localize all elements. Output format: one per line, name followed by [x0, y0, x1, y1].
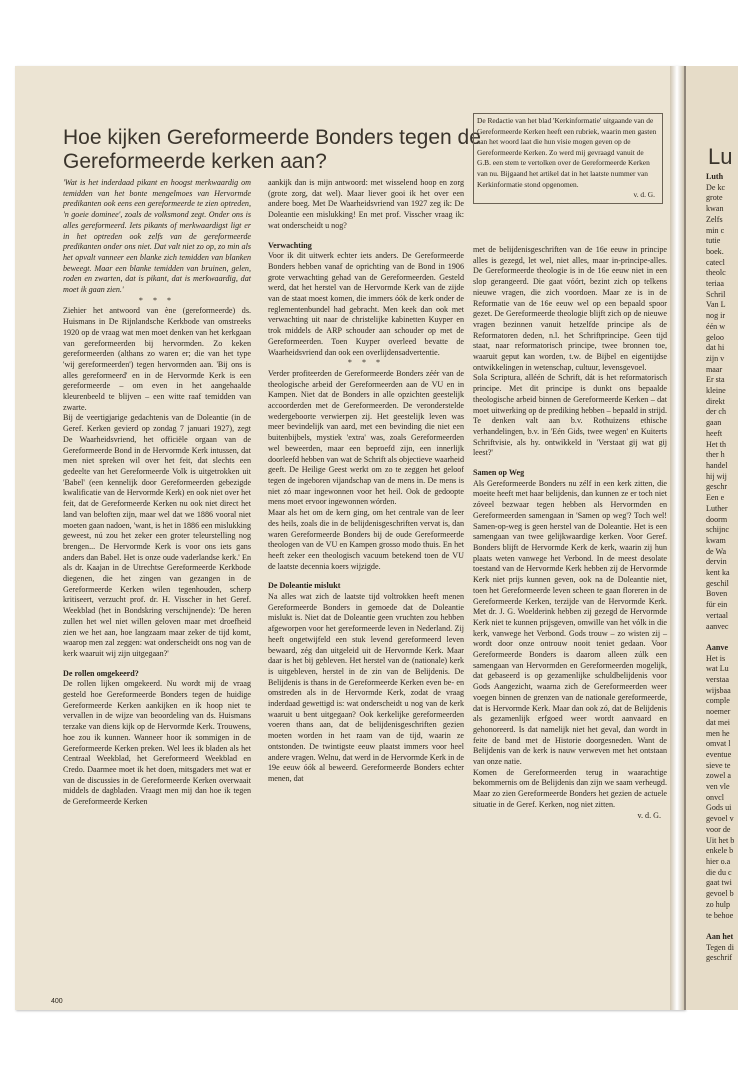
- facing-page-line: zowel a: [706, 771, 731, 781]
- facing-page-line: sieve te: [706, 760, 731, 770]
- facing-page-line: Een e: [706, 493, 725, 503]
- article-column-2: [268, 178, 464, 785]
- section-divider: * * *: [347, 358, 385, 368]
- paragraph: Maar als het om de kern ging, om het centrale van de leer des heils, zoals die in de belijdenisgeschriften vervat is, dan waren Gereformeerde Bonders bij de oude Gereformeerde theologen van de VU en Kampen grosso modo thuis. En het heeft zeker een theologisch vacuum betekend toen de VU de laatste decennia koers wijzigde.: [268, 508, 464, 571]
- facing-page-line: der ch: [706, 407, 726, 417]
- book-gutter: [670, 66, 684, 1010]
- facing-page-line: eventue: [706, 749, 732, 759]
- facing-page-line: heeft: [706, 428, 723, 438]
- facing-page-line: Gods ui: [706, 803, 732, 813]
- facing-page-line: die du c: [706, 867, 732, 877]
- paragraph: De rollen lijken omgekeerd. Nu wordt mij de vraag gesteld hoe Gereformeerde Bonders tegen de huidige Gereformeerde Kerken aankijken en ik hoop niet te vervallen in de wijze van beoordeling van ds. Huismans terzake van diens kijk op de Hervormde Kerk. Trouwens, hoe zou ik kunnen. Wanneer hoor ik sommigen in de Gereformeerde Kerken preken. Wel lees ik bladen als het Centraal Weekblad, het Gereformeerd Weekblad en Credo. Daarmee moet ik het doen, mitsgaders met wat er van de discussies in de Gereformeerde Kerken overwaait middels de dagbladen. Vraagt men mij dan hoe ik tegen de Gereformeerde Kerken: [63, 679, 251, 807]
- facing-page-line: De kc: [706, 182, 726, 192]
- facing-page-line: comple: [706, 696, 730, 706]
- facing-page-line: de Wa: [706, 546, 727, 556]
- facing-page-line: gaan: [706, 418, 722, 428]
- facing-page-line: min c: [706, 225, 725, 235]
- intro-quote: 'Wat is het inderdaad pikant en hoogst merkwaardig om temidden van het bonte mengelmoes van Hervormde predikanten ook eens een gereformeerde te zien optreden, 'n goeie dominee', zoals de volksmond zegt. Onder ons is alles gereformeerd. Iets pikants of merkwaardigst ligt er in het optreden ook zelfs van de gereformeerde predikanten onder ons niet. Dat valt niet zo op, zo min als het opvalt vanneer een blanke zich temidden van blanken beweegt. Maar een blanke temidden van bruinen, gelen, roden en zwarten, dat is pikant, dat is merkwaardig, dat moet ik gaan zien.': [63, 178, 251, 295]
- paragraph: Bij de veertigjarige gedachtenis van de Doleantie (in de Geref. Kerken gevierd op zondag 7 januari 1927), zegt De Waarheidsvriend, het officiële orgaan van de Gereformeerde Bond in de Hervormde Kerk intussen, dat men niet spreken wil over het feit, dat slechts een gedeelte van het Gereformeerde Volk is uitgetrokken uit 'Babel' (een kennelijk door Gereformeerden gebezigde kwalificatie van de Hervormde Kerk) en ook niet over het feit, dat de Gereformeerde Kerken nu ook niet direct het land van beloften zijn, maar wel dat we 1886 vooral niet moeten gaan nadoen, 'want, is het in 1886 een mislukking geweest, nú zou het zeker een groter teleurstelling nog brengen... De Hervormde Kerk is voor ons iets gans anders dan Babel. Het is onze oude vaderlandse kerk.' En als dr. Kaajan in de Utrechtse Gereformeerde Kerkbode diegenen, die het zingen van gezangen in de Gereformeerde Kerken wilen tegenhouden, scherp kritiseert, verzucht prof. dr. H. Visscher in het Geref. Weekblad (het in Bondskring verschijnende): 'De heren zullen het wel niet willen geloven maar met droefheid zien we het aan, hoe langzaam maar zeker de tijd komt, waarop men zal zeggen: wat onderscheidt ons nog van de kerk waaruit wij zijn uitgegaan?': [63, 413, 251, 658]
- facing-page-line: geschr: [706, 482, 728, 492]
- facing-page-line: dat mei: [706, 717, 731, 727]
- section-divider: * * *: [138, 295, 176, 305]
- paragraph: Voor ik dit uitwerk echter iets anders. De Gereformeerde Bonders hebben vanaf de oprichting van de Bond in 1906 grote verwachting gehad van de Gereformeerden. Gesteld werd, dat het herstel van de Hervormde Kerk van de zijde van de staat moest komen, die immers óók de kerk onder de reglementenbundel had gebracht. Men keek dan ook met verwachting uit naar de christelijke kabinetten Kuyper en trok middels de ARP schouder aan schouder op met de Gereformeerden. Toen Kuyper overleed bevatte de Waarheidsvriend dan ook een overlijdensadvertentie.: [268, 251, 464, 357]
- facing-page-line: één w: [706, 321, 726, 331]
- facing-page-line: Luther: [706, 503, 728, 513]
- facing-page-line: onvcl: [706, 792, 724, 802]
- magazine-page: [15, 66, 685, 1010]
- facing-page-line: Het is: [706, 653, 726, 663]
- author-signature: v. d. G.: [637, 810, 661, 820]
- facing-page-line: handel: [706, 460, 728, 470]
- facing-page-line: Aan het: [706, 931, 734, 941]
- facing-page-line: Van L: [706, 300, 726, 310]
- facing-page-line: te behoe: [706, 910, 734, 920]
- facing-page-line: Aanve: [706, 642, 729, 652]
- facing-page-line: kwan: [706, 204, 724, 214]
- facing-page-line: geschrif: [706, 953, 733, 963]
- facing-page-line: schijnc: [706, 525, 729, 535]
- facing-page-line: voor de: [706, 824, 731, 834]
- facing-page-line: [706, 921, 738, 932]
- facing-page-line: geschil: [706, 578, 729, 588]
- facing-page-line: theolc: [706, 268, 726, 278]
- facing-page-line: tutie: [706, 236, 721, 246]
- facing-page-line: für ein: [706, 600, 728, 610]
- facing-page-line: zo hulp: [706, 899, 731, 909]
- facing-page-line: kent ka: [706, 568, 730, 578]
- article-column-3: [473, 245, 667, 821]
- facing-page-line: catecl: [706, 257, 725, 267]
- facing-page-line: grote: [706, 193, 723, 203]
- facing-page-line: gevoel v: [706, 814, 734, 824]
- facing-page-text: [706, 172, 738, 964]
- facing-page-line: gaat twi: [706, 878, 732, 888]
- section-heading: De Doleantie mislukt: [268, 581, 341, 591]
- facing-page-line: Tegen di: [706, 942, 734, 952]
- facing-page-line: Zelfs: [706, 214, 723, 224]
- facing-page-line: zijn v: [706, 353, 725, 363]
- facing-page-line: nog ir: [706, 311, 726, 321]
- paragraph: Sola Scriptura, alléén de Schrift, dát is het reformatorisch principe. Met dit principe is dunkt ons bepaalde theologische arbeid binnen de Gereformeerde Kerken – dat moet uitwerking op de prediking hebben – bepaald in strijd. Te denken valt aan b.v. Rothuizens ethische verhandelingen, b.v. in 'Eén Gids, twee wegen' en Kuiterts Schriftvisie, als hy. ontwikkeld in 'Verstaat gij wat gij leest?': [473, 373, 667, 458]
- facing-page-line: wat Lu: [706, 664, 729, 674]
- facing-page-line: aanvec: [706, 621, 729, 631]
- page-number: 400: [51, 998, 63, 1005]
- article-title: Hoe kijken Gereformeerde Bonders tegen de Gereformeerde kerken aan?: [63, 126, 481, 173]
- paragraph: met de belijdenisgeschriften van de 16e eeuw in principe alles is gezegd, let wel, niet alles, maar in-principe-alles. De Gereformeerde theologie is in de 16e eeuw niet in een slop gerangeerd. Die gaat vóórt, bezint zich op telkens nieuwe vragen, die zich voordoen. Maar ze is in de Reformatie van de 16e eeuw wel op een bepaald spoor gezet. De Gereformeerde theologie blijft zich op de nieuwe vragen bezinnen vanuit hetzelfde principe als de Reformatoren deden, n.l. het Schriftprincipe. Geen tijd staat, naar reformatorisch principe, twee bronnen toe, waaruit geput kan worden, t.w. de Bijbel en eigentijdse ontwikkelingen in wetenschap, cultuur, levensgevoel.: [473, 245, 667, 372]
- facing-page-line: Uit het b: [706, 835, 735, 845]
- facing-page-line: Schril: [706, 289, 726, 299]
- paragraph: Ziehier het antwoord van ène (gereformeerde) ds. Huismans in De Rijnlandsche Kerkbode van omstreeks 1920 op de vraag wat men moet denken van het kerkgaan van gereformeerden bij hervormden. Zo keken gereformeerden (althans zo waren er; die van het type 'wij gereformeerden') tegen hervormden aan. 'Bij ons is alles gereformeerd' en in de Hervormde Kerk is een gereformeerde – om even in het aangehaalde kleurenbeeld te blijven – een witte raaf temidden van zwarte.: [63, 306, 251, 412]
- facing-page-line: hij wij: [706, 471, 727, 481]
- facing-page: [684, 66, 738, 1010]
- paragraph: Als Gereformeerde Bonders nu zélf in een kerk zitten, die moeite heeft met haar belijdenis, dan kunnen ze er toch niet zóveel bezwaar tegen hebben als Hervormden en Gereformeerden samengaan in 'Samen op weg'? Toch wel! Samen-op-weg is geen herstel van de Doleantie. Het is een samengaan van twee gelijkwaardige kerken. Voor Geref. Bonders blijft de Hervormde Kerk de kerk, waarin zij hun plaats weten vanwege het Verbond. In de meest desolate toestand van de Hervormde Kerk hebben zij de Hervormde Kerk niet prijs kunnen geven, ook na de Doleantie niet, toen het Gereformeerde leven scheen te gaan floreren in de Gereformeerde Kerken, terzijde van de Hervormde Kerk. Met dr. J. G. Woelderink hebben zij gezegd de Hervormde Kerk niet te kunnen prijsgeven, omwille van het vólk in die kerk, vanwege het Verbond. Gods trouw – zo wisten zij – wordt door onze ontrouw nooit teniet gedaan. Voor Gereformeerde Bonders is daarom alleen zúlk een samengaan van Hervormden en Gereformeerden mogelijk, dat gebaseerd is op gezamenlijke schuldbelijdenis voor Gods Aangezicht, waarna zich de Gereformeerden weer voegen binnen de grenzen van de nationale gereformeerde, dat is Hervormde Kerk. Maar dan ook zó, dat de Belijdenis als gezamenlijk erfgoed weer wordt aanvaard en gehonoreerd. Is dat namelijk niet het geval, dan wordt in feite de band met de Historie doorgesneden. Want de Belijdenis van de kerk is nauw verweven met het ontstaan van onze natie.: [473, 478, 667, 767]
- facing-page-line: doorm: [706, 514, 728, 524]
- facing-page-line: ther h: [706, 450, 725, 460]
- editor-note-box: [473, 113, 663, 204]
- section-heading: Samen op Weg: [473, 468, 525, 478]
- facing-page-line: Boven: [706, 589, 728, 599]
- facing-page-line: hier o.a: [706, 857, 731, 866]
- facing-page-line: dervin: [706, 557, 727, 567]
- facing-page-title: Lu: [708, 144, 733, 169]
- section-heading: De rollen omgekeerd?: [63, 668, 139, 678]
- article-column-1: [63, 178, 251, 808]
- facing-page-line: enkele b: [706, 846, 734, 856]
- paragraph: aankijk dan is mijn antwoord: met wisselend hoop en zorg (grote zorg, dat wel). Maar liever gooi ik het over een andere boeg. Met De Waarheidsvriend van 1927 zeg ik: De Doleantie een mislukking! En met prof. Visscher vraag ik: wat onderscheidt u nog?: [268, 178, 464, 230]
- facing-page-line: teriaa: [706, 279, 724, 289]
- facing-page-line: boek.: [706, 246, 724, 256]
- facing-page-line: omvat l: [706, 739, 731, 749]
- facing-page-line: Luth: [706, 172, 724, 181]
- facing-page-line: wijsbaa: [706, 685, 731, 695]
- facing-page-line: men he: [706, 728, 730, 738]
- facing-page-line: maar: [706, 364, 723, 374]
- facing-page-line: kleine: [706, 386, 726, 396]
- facing-page-line: verstaa: [706, 675, 729, 685]
- facing-page-line: kwam: [706, 535, 726, 545]
- paragraph: Na alles wat zich de laatste tijd voltrokken heeft menen Gereformeerde Bonders in gemoede dat de Doleantie mislukt is. Niet dat de Doleantie geen vruchten zou hebben afgeworpen voor het gereformeerde leven in Nederland. Zij heeft ongetwijfeld een stuk levend gereformeerd leven bewaard, zég dan uitgeleid uit de Hervormde Kerk. Maar daar is het bij gebleven. Het herstel van de (nationale) kerk is uitgebleven, herstel in de zin van de Belijdenis. De Belijdenis is thans in de Gereformeerde Kerken even be- en omstreden als in de Hervormde Kerk, zodat de vraag inderdaad gewettigd is: wat onderscheidt u nog van de kerk waaruit u bent uitgegaan? Ook kerkelijke gereformeerden voeren thans aan, dat de belijdenisgeschriften gezien moeten worden in het raam van de tijd, waarin ze ontstonden. De twintigste eeuw plaatst immers voor heel andere vragen. Welnu, dat werd in de Hervormde Kerk in de 19e eeuw óók al beweerd. Gereformeerde Bonders echter menen, dat: [268, 592, 464, 783]
- facing-page-line: Er sta: [706, 375, 725, 385]
- facing-page-line: vertaal: [706, 610, 729, 620]
- editor-note-text: De Redactie van het blad 'Kerkinformatie' uitgaande van de Gereformeerde Kerken heeft een rubriek, waarin men gasten aan het woord laat die hun visie mogen geven op de Gereformeerde Kerken. Zo werd mij gevraagd vanuit de G.B. een stem te vertolken over de Gereformeerde Kerken van nu. Bijgaand het artikel dat in het laatste nummer van Kerkinformatie stond opgenomen.: [477, 116, 657, 189]
- paragraph: Komen de Gereformeerden terug in waarachtige bekommernis om de Belijdenis dan zijn we saam verheugd. Maar zo zien Gereformeerde Bonders het gezien de actuele situatie in de Geref. Kerken, nog niet zitten.: [473, 767, 667, 809]
- facing-page-line: noemer: [706, 707, 731, 717]
- section-heading: Verwachting: [268, 240, 312, 250]
- paragraph: Verder profiteerden de Gereformeerde Bonders zéér van de theologische arbeid der Gereformeerden aan de VU en in Kampen. Niet dat de Bonders in alle opzichten geestelijk accoorderden met de Gereformeerden. De veronderstelde wedergeboorte verwierpen zij. Het geestelijk leven was meer bevindelijk van aard, met een bevinding die niet een buitenbijbels, mystiek 'extra' was, zoals Gereformeerden wel beweerden, maar een beproefd zijn, een innerlijk doorleefd hebben van wat de Schrift als objectieve waarheid geeft. De Heilige Geest werkt om zo te zeggen het geloof tegen de ingeboren vijandschap van de mens in. De mens is niet zó maar ingewonnen voor het heil. Ook de gedoopte mens moet ervoor ingewonnen wórden.: [268, 368, 464, 507]
- facing-page-line: direkt: [706, 396, 725, 406]
- facing-page-line: dat hi: [706, 343, 725, 353]
- facing-page-line: Het th: [706, 439, 727, 449]
- facing-page-line: geloo: [706, 332, 724, 342]
- facing-page-line: ven vle: [706, 782, 730, 792]
- facing-page-line: gevoel b: [706, 889, 734, 899]
- editor-note-signature: v. d. G.: [633, 190, 655, 200]
- facing-page-line: [706, 632, 738, 643]
